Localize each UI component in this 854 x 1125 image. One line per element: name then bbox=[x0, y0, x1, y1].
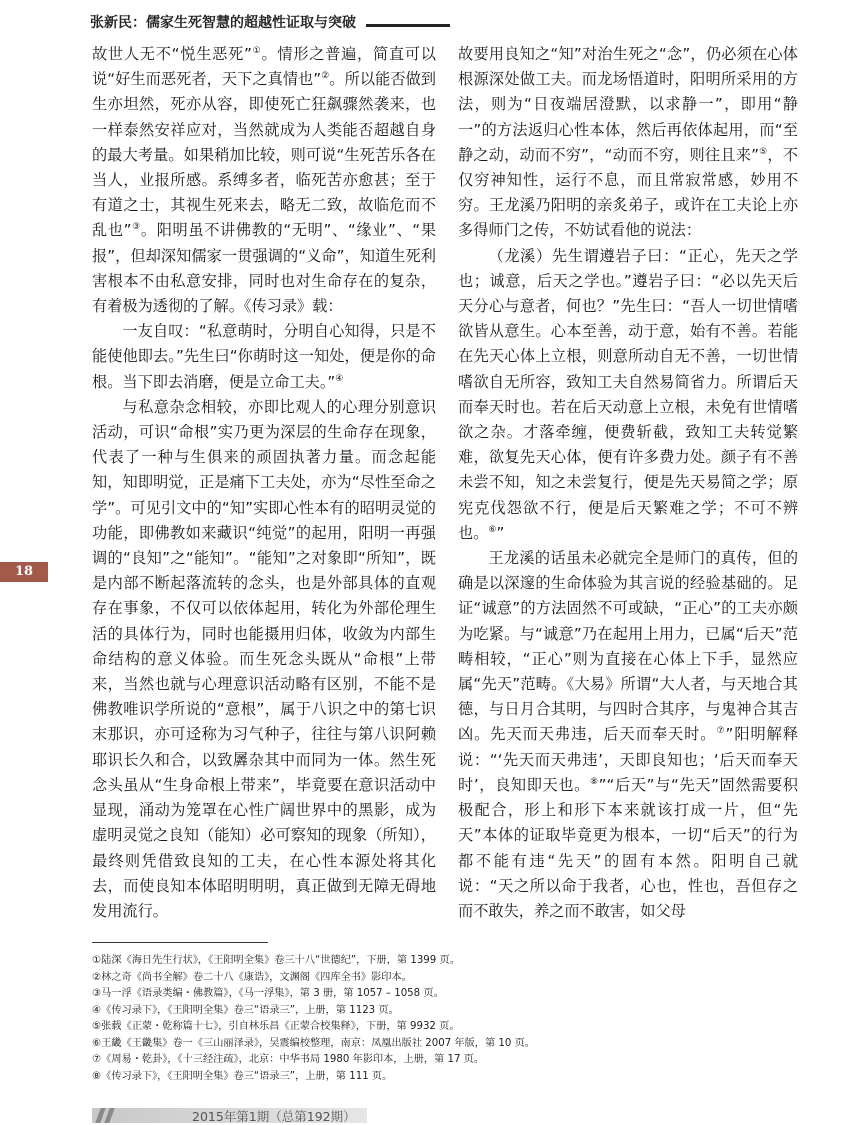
left-paragraph-1: 故世人无不“悦生恶死”①。情形之普遍，简直可以说“好生而恶死者，天下之真情也”②。所以能否做到生亦坦然，死亦从容，即使死亡狂飙骤然袭来，也一样泰然安祥应对，当然就成为人类能否超越自身的最大考量。如果稍加比较，则可说“生死苦乐各在当人，业报所感。系缚多者，临死苦亦愈甚；至于有道之士，其视生死来去，略无二致，故临危而不乱也”③。阳明虽不讲佛教的“无明”、“缘业”、“果报”，但却深知儒家一贯强调的“义命”，知道生死利害根本不由私意安排，同时也对生命存在的复杂，有着极为透彻的了解。《传习录》载： bbox=[92, 45, 437, 316]
right-paragraph-2: 王龙溪的话虽未必就完全是师门的真传，但的确是以深邃的生命体验为其言说的经验基础的。足证“诚意”的方法固然不可或缺，“正心”的工夫亦颇为吃紧。与“诚意”乃在起用上用力，已属“后天”范畴相较，“正心”则为直接在心体上下手，显然应属“先天”范畴。《大易》所谓“大人者，与天地合其德，与日月合其明，与四时合其序，与鬼神合其吉凶。先天而天弗违，后天而奉天时。⑦”阳明解释说：“‘先天而天弗违’，天即良知也；‘后天而奉天时’，良知即天也。⑧”“后天”与“先天”固然需要积极配合，形上和形下本来就该打成一片，但“先天”本体的证取毕竟更为根本，一切“后天”的行为都不能有违“先天”的固有本然。阳明自己就说：“天之所以命于我者，心也，性也，吾但存之而不敢失，养之而不敢害，如父母 bbox=[458, 549, 799, 920]
running-title: 张新民：儒家生死智慧的超越性证取与突破 bbox=[90, 15, 356, 31]
footnotes bbox=[92, 953, 792, 1085]
footnote-item: ⑤张载《正蒙・乾称篇十七》，引自林乐昌《正蒙合校集释》，下册，第 9932 页。 bbox=[92, 1021, 460, 1032]
left-column bbox=[92, 42, 436, 924]
footnote-item: ⑦《周易・乾卦》，《十三经注疏》，北京：中华书局 1980 年影印本，上册，第 17 页。 bbox=[92, 1054, 485, 1065]
footnote-item: ①陆深《海日先生行状》，《王阳明全集》卷三十八“世德纪”，下册，第 1399 页。 bbox=[92, 955, 460, 966]
right-column bbox=[458, 42, 798, 924]
right-paragraph-1: 故要用良知之“知”对治生死之“念”，仍必须在心体根源深处做工夫。而龙场悟道时，阳明所采用的方法，则为“日夜端居澄默，以求静一”，即用“静一”的方法返归心性本体，然后再依体起用，而“至静之动，动而不穷”，“动而不穷，则往且来”⑤，不仅穷神知性，运行不息，而且常寂常感，妙用不穷。王龙溪乃阳明的亲炙弟子，或许在工夫论上亦多得师门之传，不妨试看他的说法： bbox=[458, 45, 798, 240]
page-number: 18 bbox=[0, 562, 48, 582]
footnote-item: ②林之奇《尚书全解》卷二十八《康诰》，文渊阁《四库全书》影印本。 bbox=[92, 971, 412, 983]
issue-footer bbox=[92, 1106, 372, 1123]
footnote-item: ⑧《传习录下》，《王阳明全集》卷三“语录三”，上册，第 111 页。 bbox=[92, 1070, 393, 1082]
footnote-rule bbox=[92, 942, 268, 943]
right-block-quote: （龙溪）先生谓遵岩子曰：“正心，先天之学也；诚意，后天之学也。”遵岩子曰：“必以先天后天分心与意者，何也？”先生曰：“吾人一切世情嗜欲皆从意生。心本至善，动于意，始有不善。若能在先天心体上立根，则意所动自无不善，一切世情嗜欲自无所容，致知工夫自然易简省力。所谓后天而奉天时也。若在后天动意上立根，未免有世情嗜欲之杂。才落牵缠，便费斩截，致知工夫转觉繁难，欲复先天心体，便有许多费力处。颜子有不善未尝不知，知之未尝复行，便是先天易简之学；原宪克伐怨欲不行，便是后天繁难之学；不可不辨也。⑥” bbox=[458, 246, 798, 542]
left-block-quote: 一友自叹：“私意萌时，分明自心知得，只是不能使他即去。”先生曰“你萌时这一知处，便是你的命根。当下即去消磨，便是立命工夫。”④ bbox=[92, 322, 436, 391]
footnote-item: ③马一浮《语录类编・佛教篇》，《马一浮集》，第 3 册，第 1057 – 1058 页。 bbox=[92, 988, 444, 999]
footnote-item: ④《传习录下》，《王阳明全集》卷三“语录三”，上册，第 1123 页。 bbox=[92, 1004, 399, 1016]
header-rule bbox=[366, 24, 450, 27]
left-paragraph-2: 与私意杂念相较，亦即比观人的心理分别意识活动，可识“命根”实乃更为深层的生命存在现象，代表了一种与生俱来的顽固执著力量。而念起能知，知即明觉，正是痛下工夫处，亦为“尽性至命之学”。可见引文中的“知”实即心性本有的昭明灵觉的功能，即佛教如来藏识“纯觉”的起用，阳明一再强调的“良知”之“能知”。“能知”之对象即“所知”，既是内部不断起落流转的念头，也是外部具体的直观存在事象，不仅可以依体起用，转化为外部伦理生活的具体行为，同时也能摄用归体，收敛为内部生命结构的意义体验。而生死念头既从“命根”上带来，当然也就与心理意识活动略有区别，不能不是佛教唯识学所说的“意根”，属于八识之中的第七识末那识，亦可迳称为习气种子，往往与第八识阿赖耶识长久和合，以致羼杂其中而同为一体。然生死念头虽从“生身命根上带来”，毕竟要在意识活动中显现，涌动为笼罩在心性广阔世界中的黑影，成为虚明灵觉之良知（能知）必可察知的现象（所知），最终则凭借致良知的工夫，在心性本源处将其化去，而使良知本体昭明明明，真正做到无障无碍地发用流行。 bbox=[92, 397, 436, 920]
footnote-item: ⑥王畿《王畿集》卷一《三山丽泽录》，吴震编校整理，南京：凤凰出版社 2007 年版，第 10 页。 bbox=[92, 1037, 535, 1049]
issue-label: 2015年第1期（总第192期） bbox=[192, 1109, 356, 1124]
running-header bbox=[90, 12, 770, 36]
